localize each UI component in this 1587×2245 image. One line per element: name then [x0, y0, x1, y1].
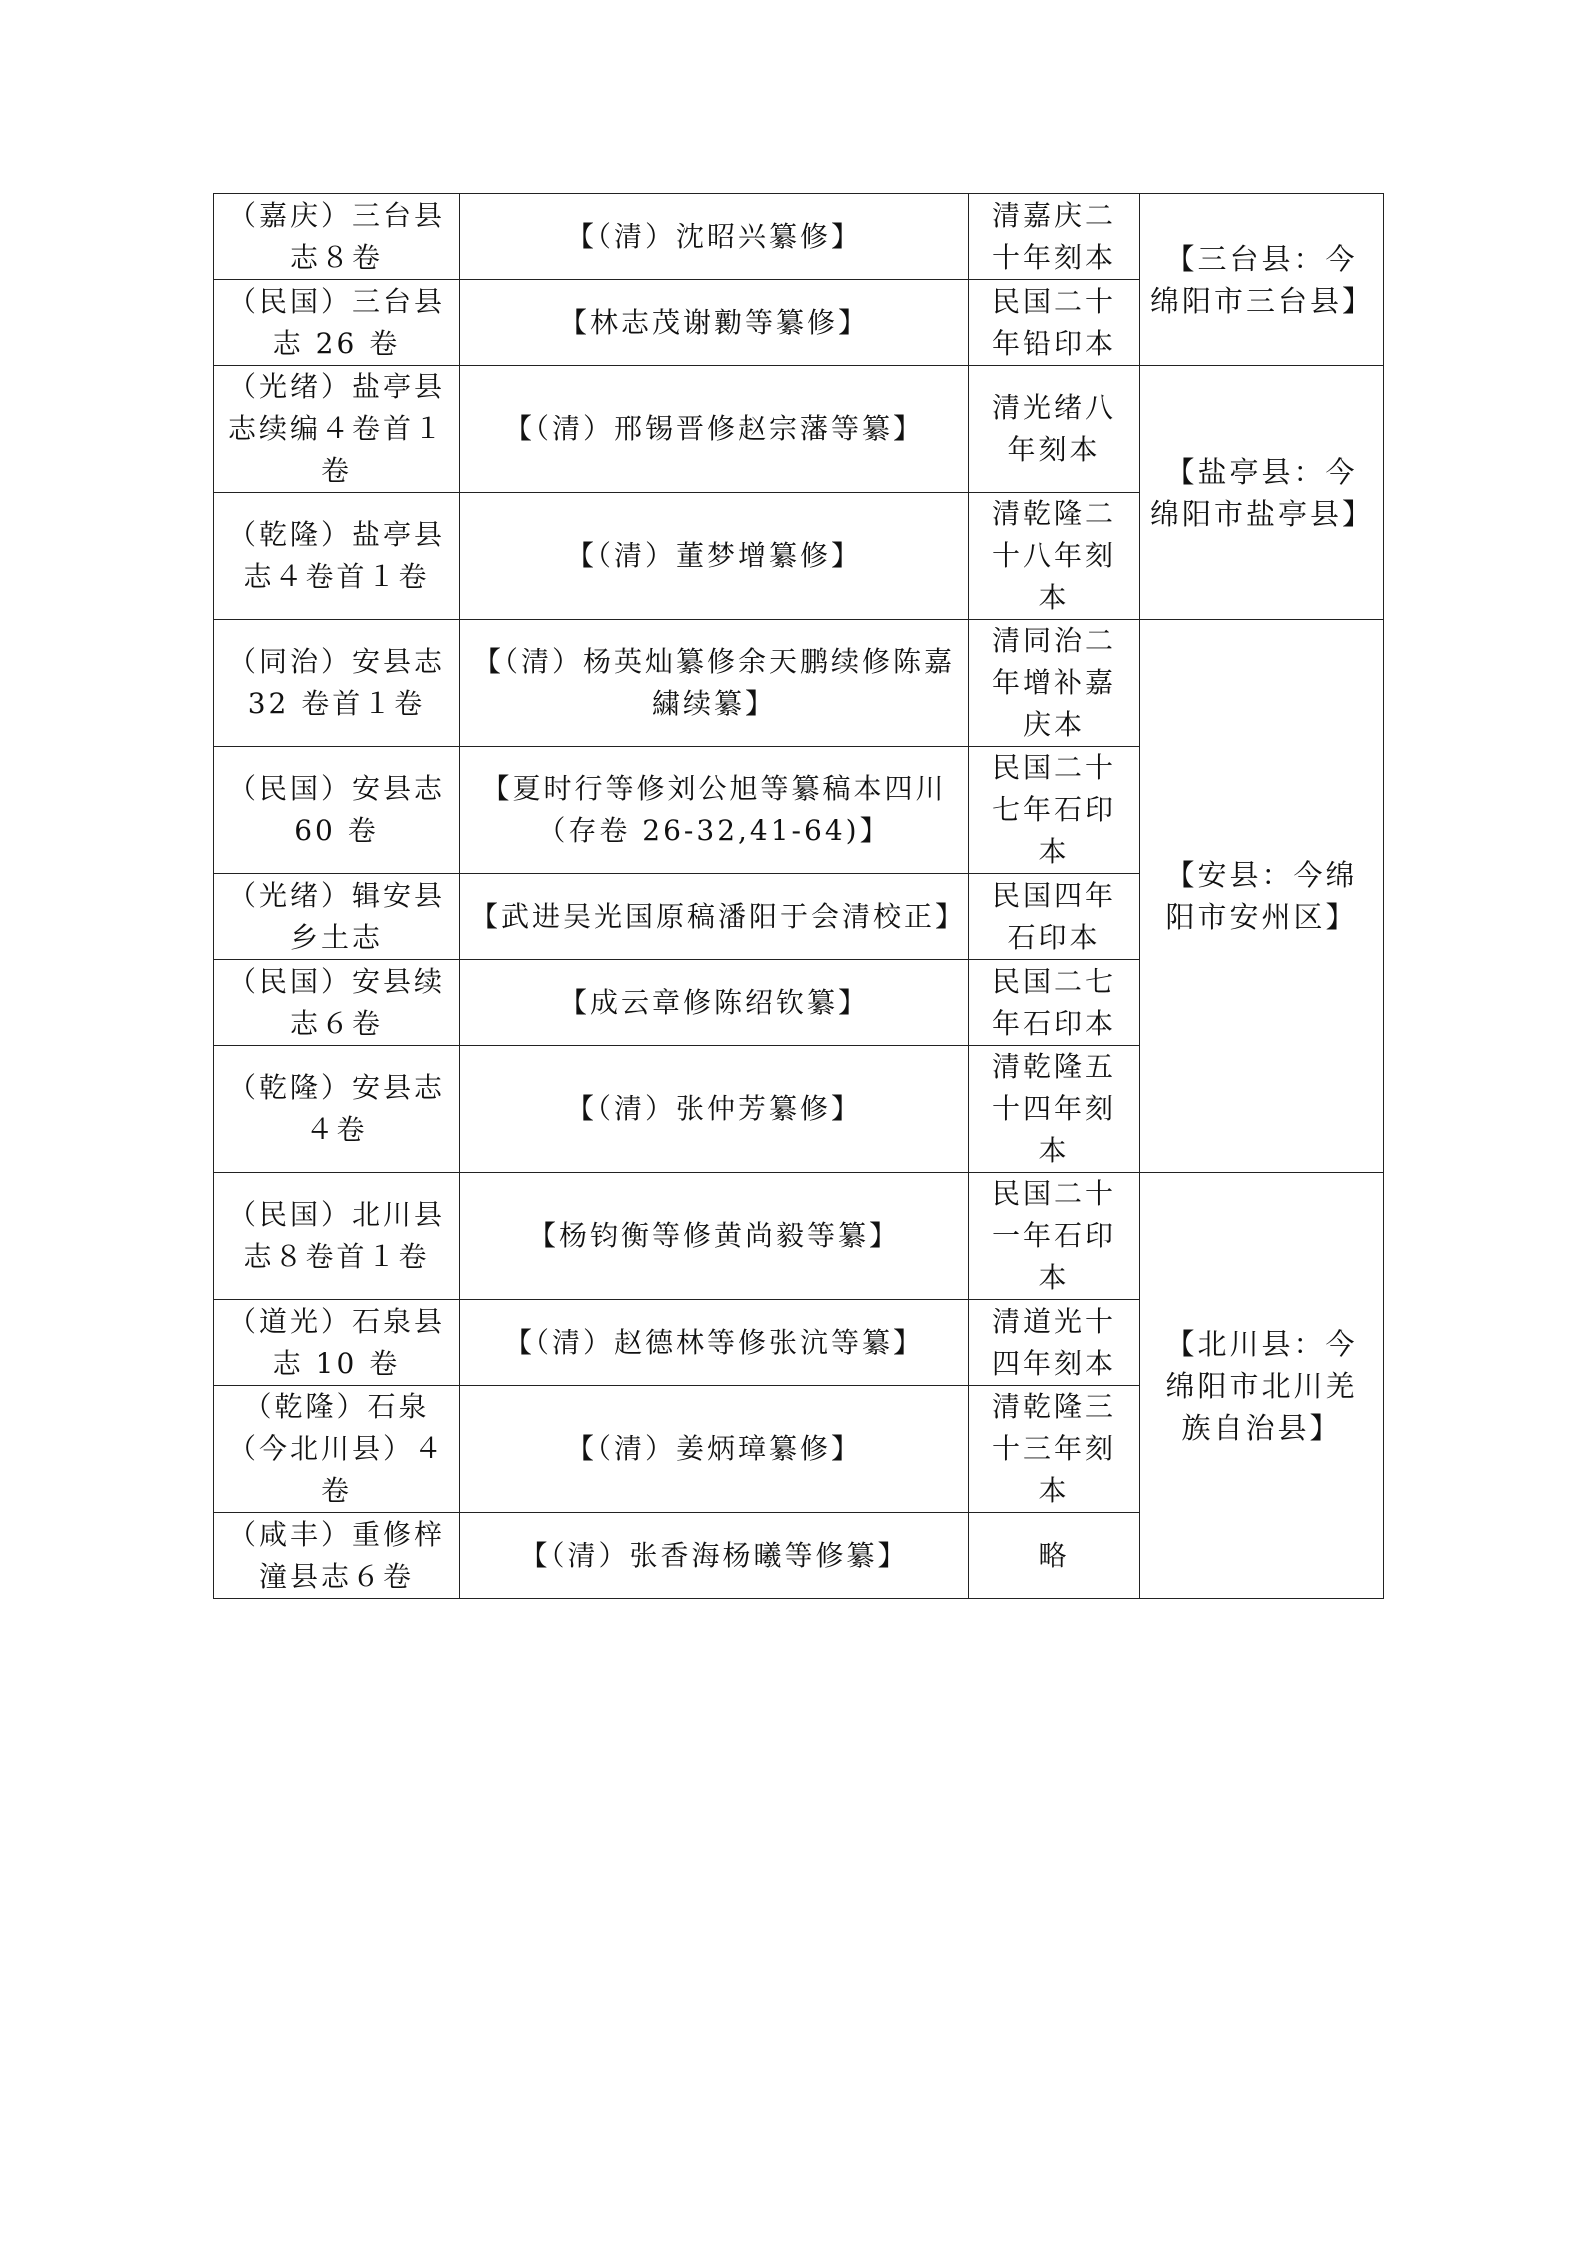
- edition-cell: 民国二十年铅印本: [969, 280, 1140, 366]
- title-cell: （咸丰）重修梓潼县志６卷: [214, 1513, 460, 1599]
- region-cell: 【北川县：今绵阳市北川羌族自治县】: [1140, 1173, 1384, 1599]
- table-row: [214, 620, 1384, 747]
- title-cell: （光绪）辑安县乡土志: [214, 874, 460, 960]
- author-cell: 【（清）沈昭兴纂修】: [460, 194, 969, 280]
- region-cell: 【安县：今绵阳市安州区】: [1140, 620, 1384, 1173]
- edition-cell: 清乾隆三十三年刻本: [969, 1386, 1140, 1513]
- title-cell: （乾隆）石泉（今北川县）４卷: [214, 1386, 460, 1513]
- author-cell: 【成云章修陈绍钦纂】: [460, 960, 969, 1046]
- title-cell: （乾隆）安县志４卷: [214, 1046, 460, 1173]
- author-cell: 【武进吴光国原稿潘阳于会清校正】: [460, 874, 969, 960]
- edition-cell: 民国二十一年石印本: [969, 1173, 1140, 1300]
- author-cell: 【夏时行等修刘公旭等纂稿本四川（存卷 26-32,41-64)】: [460, 747, 969, 874]
- table-row: [214, 194, 1384, 280]
- title-cell: （民国）北川县志８卷首１卷: [214, 1173, 460, 1300]
- title-cell: （同治）安县志 32 卷首１卷: [214, 620, 460, 747]
- edition-cell: 清嘉庆二十年刻本: [969, 194, 1140, 280]
- author-cell: 【（清）张仲芳纂修】: [460, 1046, 969, 1173]
- edition-cell: 民国二十七年石印本: [969, 747, 1140, 874]
- title-cell: （乾隆）盐亭县志４卷首１卷: [214, 493, 460, 620]
- edition-cell: 清道光十四年刻本: [969, 1300, 1140, 1386]
- title-cell: （道光）石泉县志 10 卷: [214, 1300, 460, 1386]
- author-cell: 【（清）张香海杨曦等修纂】: [460, 1513, 969, 1599]
- edition-cell: 清乾隆五十四年刻本: [969, 1046, 1140, 1173]
- edition-cell: 民国四年石印本: [969, 874, 1140, 960]
- author-cell: 【（清）姜炳璋纂修】: [460, 1386, 969, 1513]
- author-cell: 【杨钧衡等修黄尚毅等纂】: [460, 1173, 969, 1300]
- author-cell: 【（清）董梦增纂修】: [460, 493, 969, 620]
- edition-cell: 民国二七年石印本: [969, 960, 1140, 1046]
- author-cell: 【林志茂谢勷等纂修】: [460, 280, 969, 366]
- edition-cell: 略: [969, 1513, 1140, 1599]
- title-cell: （光绪）盐亭县志续编４卷首１卷: [214, 366, 460, 493]
- author-cell: 【（清）邢锡晋修赵宗藩等纂】: [460, 366, 969, 493]
- author-cell: 【（清）赵德林等修张沆等纂】: [460, 1300, 969, 1386]
- region-cell: 【三台县：今绵阳市三台县】: [1140, 194, 1384, 366]
- title-cell: （民国）安县续志６卷: [214, 960, 460, 1046]
- title-cell: （民国）安县志 60 卷: [214, 747, 460, 874]
- table-row: [214, 366, 1384, 493]
- table-row: [214, 1173, 1384, 1300]
- gazetteer-table: [213, 193, 1384, 1599]
- title-cell: （嘉庆）三台县志８卷: [214, 194, 460, 280]
- edition-cell: 清同治二年增补嘉庆本: [969, 620, 1140, 747]
- author-cell: 【（清）杨英灿纂修余天鹏续修陈嘉繍续纂】: [460, 620, 969, 747]
- edition-cell: 清乾隆二十八年刻本: [969, 493, 1140, 620]
- title-cell: （民国）三台县志 26 卷: [214, 280, 460, 366]
- region-cell: 【盐亭县：今绵阳市盐亭县】: [1140, 366, 1384, 620]
- edition-cell: 清光绪八年刻本: [969, 366, 1140, 493]
